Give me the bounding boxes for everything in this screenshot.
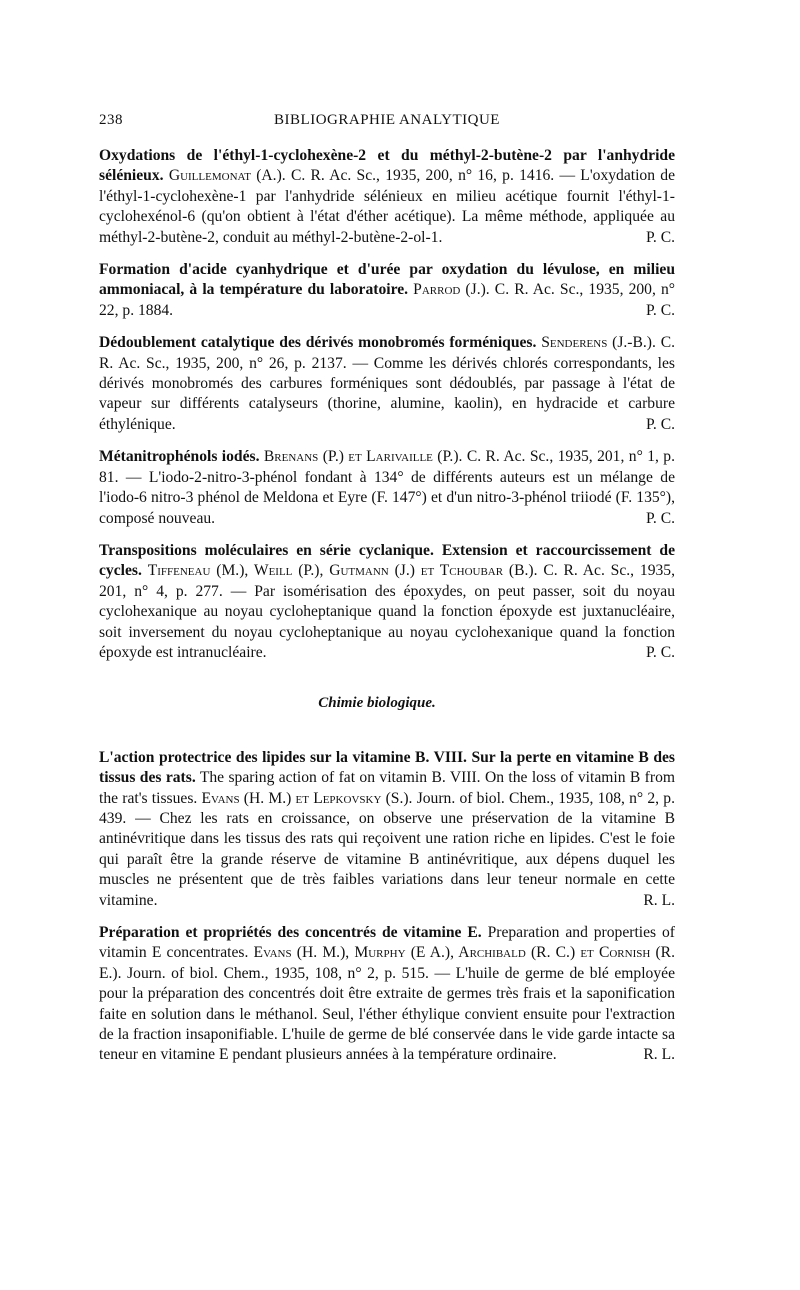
entry-body: — L'huile de germe de blé employée pour la préparation des concentrés doit être extraite de germes très frais et la saponification faite en solution dans le méthanol. Seul, l'éther éthylique convient ensuite pour l'extraction de la fraction insaponifiable. L'huile de germe de blé conservée dans le vide garde intacte sa teneur en vitamine E pendant plusieurs années à la température ordinaire.: [99, 964, 675, 1064]
entry-reference: Journ. of biol. Chem., 1935, 108, n° 2, p. 439.: [99, 789, 675, 827]
entry-text: [99, 447, 675, 529]
entry-english-title: The sparing action of fat on vitamin B. VIII. On the loss of vitamin B from the rat's tissues.: [99, 769, 675, 807]
bib-entry: [99, 447, 675, 529]
entry-author: Parrod (J.).: [413, 281, 490, 299]
bib-entry: [99, 260, 675, 321]
entry-signature: R. L.: [643, 1046, 675, 1064]
entry-title: Métanitrophénols iodés.: [99, 448, 260, 466]
entry-title: Dédoublement catalytique des dérivés monobromés forméniques.: [99, 334, 537, 352]
bib-entry: [99, 748, 675, 911]
entry-signature: P. C.: [645, 643, 675, 661]
entry-body: — Comme les dérivés chlorés correspondants, les dérivés monobromés des carbures forméniques sont dédoublés, par passage à l'état de vapeur sur différents catalyseurs (thorine, alumine, kaolin), en hydracide et carbure éthylénique.: [99, 354, 675, 433]
entry-title: L'action protectrice des lipides sur la vitamine B. VIII. Sur la perte en vitamine B des tissus des rats.: [99, 748, 675, 787]
entry-text: [99, 923, 675, 1066]
entry-text: [99, 146, 675, 248]
entry-signature: P. C.: [645, 228, 675, 246]
bib-entry: [99, 333, 675, 435]
entry-title: Préparation et propriétés des concentrés de vitamine E.: [99, 924, 482, 941]
entry-signature: P. C.: [645, 509, 675, 527]
entry-author: Guillemonat (A.).: [168, 167, 286, 185]
entry-reference: C. R. Ac. Sc., 1935, 200, n° 26, p. 2137.: [99, 334, 675, 372]
entry-reference: Journ. of biol. Chem., 1935, 108, n° 2, p. 515.: [127, 964, 429, 982]
entry-body: — L'iodo-2-nitro-3-phénol fondant à 134° de différents auteurs est un mélange de l'iodo-6 nitro-3 phénol de Meldona et Eyre (F. 147°) et d'un nitro-3-phénol triiodé (F. 135°), composé nouveau.: [99, 468, 675, 527]
page-number: 238: [99, 112, 123, 128]
entry-text: [99, 748, 675, 911]
entry-author: Evans (H. M.) et Lepkovsky (S.).: [201, 789, 413, 807]
entry-english-title: Preparation and properties of vitamin E concentrates.: [99, 924, 675, 962]
entry-reference: C. R. Ac. Sc., 1935, 201, n° 4, p. 277.: [99, 562, 675, 600]
entry-text: [99, 541, 675, 663]
entry-text: [99, 260, 675, 321]
entry-body: — Chez les rats en croissance, on observe une préservation de la vitamine B antinévritique dans les tissus des rats qui reçoivent une ration riche en lipides. C'est le foie qui paraît être la grande réserve de vitamine B antinévritique, aux dépens duquel les muscles ne présentent que de très faibles variations dans leur teneur normale en cette vitamine.: [99, 809, 675, 909]
entry-author: Senderens (J.-B.).: [541, 334, 656, 352]
entry-reference: C. R. Ac. Sc., 1935, 200, n° 22, p. 1884.: [99, 281, 676, 319]
entry-author: Brenans (P.) et Larivaille (P.).: [263, 448, 463, 466]
bib-entry: [99, 146, 675, 248]
entry-body: — L'oxydation de l'éthyl-1-cyclohexène-1 par l'anhydride sélénieux en milieu acétique fournit l'éthyl-1-cyclohexénol-6 (qu'on obtient à l'état d'éther acétique). La même méthode, appliquée au méthyl-2-butène-2, conduit au méthyl-2-butène-2-ol-1.: [99, 167, 675, 246]
entry-author: Tiffeneau (M.), Weill (P.), Gutmann (J.) et Tchoubar (B.).: [147, 562, 538, 580]
entry-title: Oxydations de l'éthyl-1-cyclohexène-2 et du méthyl-2-butène-2 par l'anhydride sélénieux.: [99, 147, 675, 185]
entry-body: — Par isomérisation des époxydes, on peut passer, soit du noyau cyclohexanique au noyau cycloheptanique quand la fonction époxyde est juxtanucléaire, soit inversement du noyau cycloheptanique au noyau cyclohexanique quand la fonction époxyde est intranucléaire.: [99, 582, 675, 661]
entry-reference: C. R. Ac. Sc., 1935, 201, n° 1, p. 81.: [99, 448, 675, 486]
entry-signature: P. C.: [645, 301, 675, 319]
entry-reference: C. R. Ac. Sc., 1935, 200, n° 16, p. 1416.: [290, 167, 555, 185]
main-column: [99, 146, 675, 1078]
entry-author: Evans (H. M.), Murphy (E A.), Archibald (R. C.) et Cornish (R. E.).: [99, 944, 675, 982]
running-title: BIBLIOGRAPHIE ANALYTIQUE: [274, 112, 500, 128]
entry-signature: R. L.: [643, 891, 675, 909]
bib-entry: [99, 541, 675, 663]
entry-title: Formation d'acide cyanhydrique et d'urée par oxydation du lévulose, en milieu ammoniacal, à la température du laboratoire.: [99, 261, 675, 299]
section-heading: Chimie biologique.: [318, 695, 436, 712]
bib-entry: [99, 923, 675, 1066]
entry-signature: P. C.: [645, 415, 675, 433]
running-header: [99, 112, 675, 132]
entry-title: Transpositions moléculaires en série cyclanique. Extension et raccourcissement de cycles.: [99, 541, 675, 580]
entry-text: [99, 333, 675, 435]
